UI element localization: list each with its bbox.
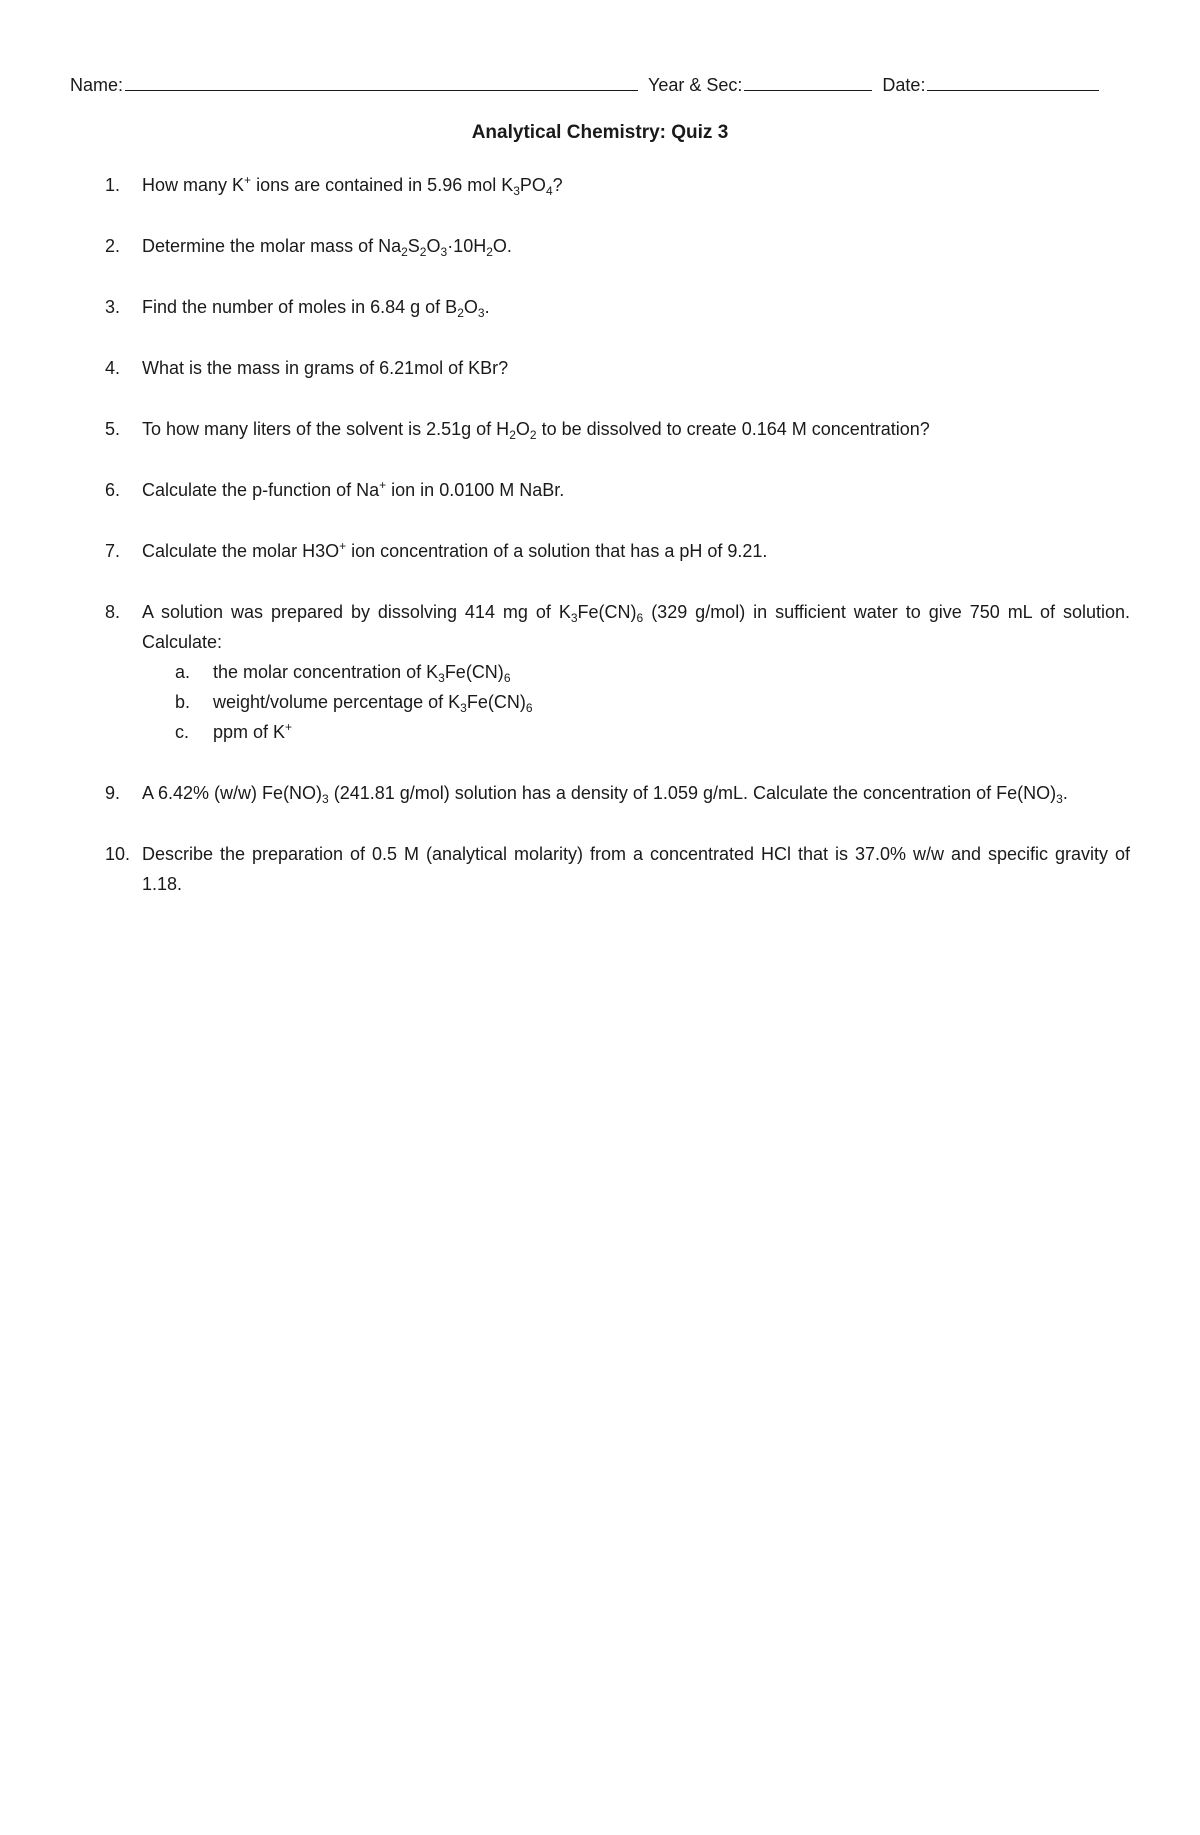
question-text: Find the number of moles in 6.84 g of $B_2O_3$. (142, 297, 490, 320)
question-number: 5. (105, 419, 121, 439)
question-number: 4. (105, 358, 121, 378)
question-number: 9. (105, 783, 121, 803)
question-item (70, 778, 1130, 808)
year-sec-label: Year & Sec: (648, 75, 743, 95)
date-label: Date: (882, 75, 926, 95)
question-item (70, 597, 1130, 747)
question-text: A solution was prepared by dissolving 414 mg of $K_3Fe(CN)_6$ (329 g/mol) in sufficient water to give 750 mL of solution. Calculate: (142, 602, 1130, 652)
question-number: 10. (105, 844, 131, 864)
sub-question-text: weight/volume percentage of $K_3Fe(CN)_6$ (213, 692, 533, 715)
question-item (70, 231, 1130, 261)
question-text: Calculate the p-function of Na+ ion in 0.0100 M NaBr. (142, 478, 565, 500)
quiz-title: Analytical Chemistry: Quiz 3 (471, 122, 729, 143)
question-text: A 6.42% (w/w) $Fe(NO)_3$ (241.81 g/mol) solution has a density of 1.059 g/mL. Calculate the concentration of $Fe(NO)_3$. (142, 783, 1068, 806)
question-text: Determine the molar mass of $Na_2S_2O_3\cdot 10H_2O$. (142, 236, 512, 259)
question-item (70, 475, 1130, 505)
question-item (70, 353, 1130, 383)
name-blank[interactable] (125, 74, 638, 91)
question-text: To how many liters of the solvent is 2.51g of $H_2O_2$ to be dissolved to create 0.164 M concentration? (142, 419, 930, 442)
question-item (70, 170, 1130, 200)
question-text: Calculate the molar H3O+ ion concentration of a solution that has a pH of 9.21. (142, 539, 768, 561)
question-number: 6. (105, 480, 121, 500)
question-text: How many K+ ions are contained in 5.96 mol $K_3PO_4$? (142, 173, 563, 198)
question-item (70, 839, 1130, 899)
question-number: 7. (105, 541, 121, 561)
sub-question-item (142, 657, 1130, 687)
sub-question-letter: b. (175, 692, 191, 712)
sub-question-letter: a. (175, 662, 191, 682)
question-number: 2. (105, 236, 121, 256)
sub-question-list (142, 657, 1130, 747)
question-item (70, 536, 1130, 566)
question-text: What is the mass in grams of 6.21mol of KBr? (142, 358, 509, 378)
header-fields (70, 74, 1130, 96)
year-sec-blank[interactable] (744, 74, 872, 91)
question-item (70, 292, 1130, 322)
question-number: 1. (105, 175, 121, 195)
question-number: 8. (105, 602, 121, 622)
question-text: Describe the preparation of 0.5 M (analytical molarity) from a concentrated HCl that is 37.0% w/w and specific gravity of 1.18. (142, 844, 1130, 894)
sub-question-text: ppm of K+ (213, 720, 293, 742)
sub-question-item (142, 687, 1130, 717)
question-number: 3. (105, 297, 121, 317)
date-blank[interactable] (927, 74, 1099, 91)
sub-question-item (142, 717, 1130, 747)
sub-question-text: the molar concentration of $K_3Fe(CN)_6$ (213, 662, 511, 685)
sub-question-letter: c. (175, 722, 190, 742)
name-label: Name: (70, 75, 124, 95)
question-item (70, 414, 1130, 444)
question-list (70, 170, 1130, 930)
